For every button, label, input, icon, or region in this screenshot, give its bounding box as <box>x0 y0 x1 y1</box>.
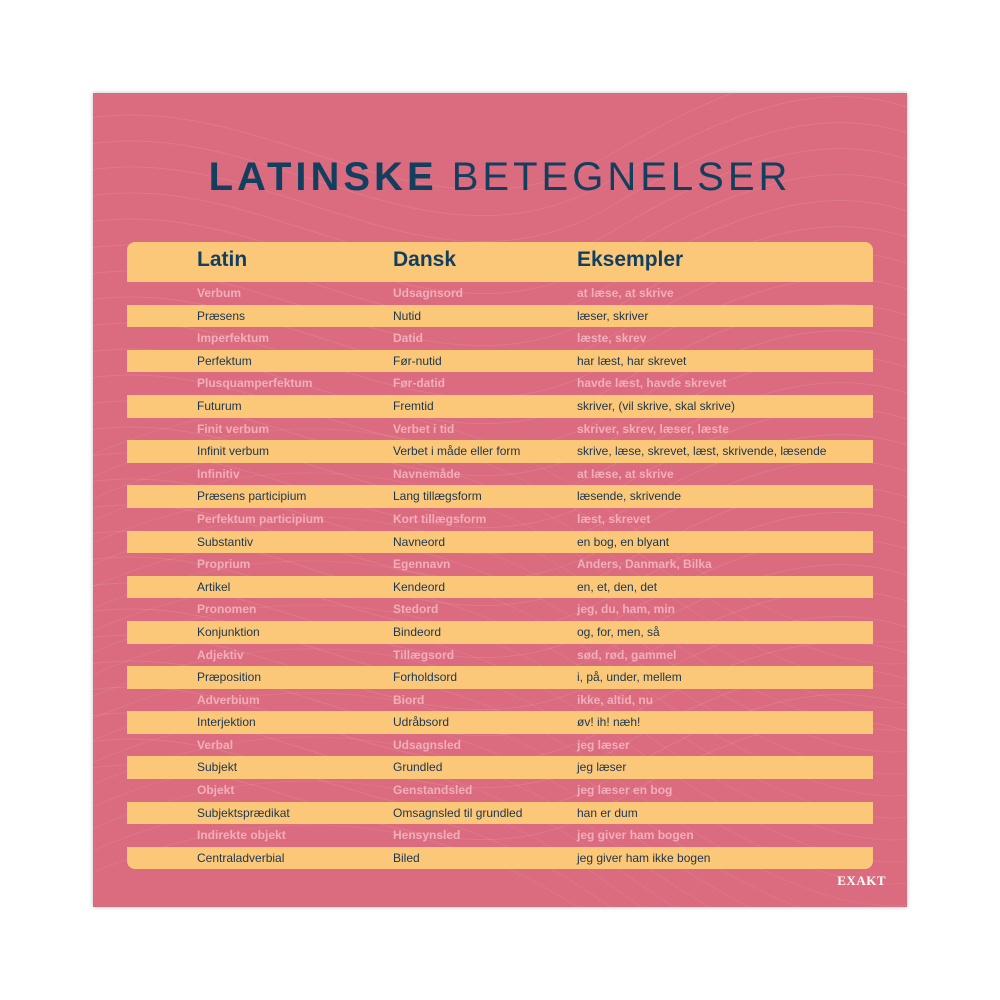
cell-dansk: Lang tillægsform <box>393 489 482 504</box>
cell-dansk: Hensynsled <box>393 828 461 843</box>
cell-eksempler: skrive, læse, skrevet, læst, skrivende, læsende <box>577 444 827 459</box>
cell-latin: Proprium <box>197 557 251 572</box>
cell-dansk: Verbet i tid <box>393 421 455 436</box>
cell-latin: Plusquamperfektum <box>197 376 313 391</box>
cell-eksempler: jeg læser <box>577 737 630 752</box>
cell-latin: Artikel <box>197 579 231 594</box>
table-row <box>127 576 873 599</box>
title-light: BETEGNELSER <box>451 155 792 199</box>
cell-eksempler: Anders, Danmark, Bilka <box>577 557 712 572</box>
table-row <box>127 756 873 779</box>
cell-dansk: Før-datid <box>393 376 445 391</box>
cell-latin: Subjektsprædikat <box>197 805 290 820</box>
page-title <box>93 155 907 200</box>
cell-dansk: Bindeord <box>393 624 442 639</box>
cell-dansk: Biled <box>393 850 420 865</box>
cell-latin: Infinitiv <box>197 466 240 481</box>
table-header <box>127 242 873 282</box>
cell-latin: Perfektum participium <box>197 511 324 526</box>
cell-dansk: Omsagnsled til grundled <box>393 805 523 820</box>
cell-dansk: Udsagnsled <box>393 737 462 752</box>
cell-dansk: Kort tillægsform <box>393 511 487 526</box>
cell-eksempler: jeg giver ham bogen <box>577 828 694 843</box>
table-row <box>127 598 873 621</box>
cell-eksempler: i, på, under, mellem <box>577 670 682 685</box>
cell-dansk: Nutid <box>393 308 422 323</box>
table-row <box>127 621 873 644</box>
cell-latin: Subjekt <box>197 760 238 775</box>
cell-latin: Verbum <box>197 286 242 300</box>
cell-dansk: Grundled <box>393 760 443 775</box>
cell-latin: Verbal <box>197 737 234 752</box>
table-row <box>127 734 873 757</box>
cell-dansk: Navneord <box>393 534 446 549</box>
exakt-logo: EXAKT <box>837 873 886 888</box>
cell-dansk: Genstandsled <box>393 783 473 798</box>
cell-latin: Objekt <box>197 783 235 798</box>
cell-eksempler: en bog, en blyant <box>577 534 670 549</box>
cell-eksempler: læser, skriver <box>577 308 649 323</box>
table-row <box>127 485 873 508</box>
cell-eksempler: at læse, at skrive <box>577 466 674 481</box>
cell-dansk: Stedord <box>393 602 439 617</box>
column-header-latin: Latin <box>197 248 248 271</box>
cell-latin: Præsens <box>197 308 246 323</box>
cell-dansk: Udsagnsord <box>393 286 464 300</box>
cell-eksempler: har læst, har skrevet <box>577 353 687 368</box>
table-row <box>127 282 873 305</box>
cell-dansk: Fremtid <box>393 398 434 413</box>
table-row <box>127 531 873 554</box>
cell-eksempler: skriver, skrev, læser, læste <box>577 421 729 436</box>
cell-dansk: Egennavn <box>393 557 451 572</box>
cell-latin: Interjektion <box>197 715 256 730</box>
cell-eksempler: øv! ih! næh! <box>577 715 641 730</box>
cell-latin: Præposition <box>197 670 262 685</box>
cell-eksempler: havde læst, havde skrevet <box>577 376 727 391</box>
table-row <box>127 463 873 486</box>
cell-dansk: Navnemåde <box>393 466 461 481</box>
table-row <box>127 305 873 328</box>
cell-dansk: Forholdsord <box>393 670 458 685</box>
cell-eksempler: sød, rød, gammel <box>577 647 677 662</box>
table-row <box>127 711 873 734</box>
poster <box>93 93 907 907</box>
cell-eksempler: jeg læser en bog <box>577 783 673 798</box>
cell-eksempler: han er dum <box>577 805 638 820</box>
cell-dansk: Før-nutid <box>393 353 442 368</box>
column-header-eksempler: Eksempler <box>577 248 684 271</box>
table-row <box>127 508 873 531</box>
cell-latin: Imperfektum <box>197 331 270 346</box>
cell-latin: Pronomen <box>197 602 257 617</box>
cell-dansk: Datid <box>393 331 423 346</box>
table-row <box>127 644 873 667</box>
cell-latin: Infinit verbum <box>197 444 270 459</box>
cell-latin: Konjunktion <box>197 624 260 639</box>
cell-eksempler: læste, skrev <box>577 331 647 346</box>
table-row <box>127 327 873 350</box>
cell-latin: Indirekte objekt <box>197 828 286 843</box>
table-row <box>127 418 873 441</box>
cell-eksempler: skriver, (vil skrive, skal skrive) <box>577 398 736 413</box>
terms-table <box>127 242 873 869</box>
cell-eksempler: og, for, men, så <box>577 624 660 639</box>
cell-latin: Præsens participium <box>197 489 307 504</box>
table-row <box>127 689 873 712</box>
cell-dansk: Udråbsord <box>393 715 450 730</box>
cell-eksempler: ikke, altid, nu <box>577 692 654 707</box>
cell-dansk: Biord <box>393 692 425 707</box>
cell-eksempler: jeg læser <box>577 760 627 775</box>
cell-latin: Perfektum <box>197 353 252 368</box>
table-row <box>127 824 873 847</box>
cell-eksempler: jeg giver ham ikke bogen <box>577 850 711 865</box>
cell-latin: Adverbium <box>197 692 260 707</box>
cell-eksempler: læst, skrevet <box>577 511 651 526</box>
cell-dansk: Tillægsord <box>393 647 455 662</box>
table-row <box>127 802 873 825</box>
title-bold: LATINSKE <box>208 155 438 199</box>
cell-latin: Centraladverbial <box>197 850 285 865</box>
column-header-dansk: Dansk <box>393 248 457 271</box>
cell-dansk: Verbet i måde eller form <box>393 444 521 459</box>
table-row <box>127 779 873 802</box>
table-row <box>127 440 873 463</box>
cell-latin: Futurum <box>197 398 242 413</box>
table-row <box>127 847 873 870</box>
table-row <box>127 350 873 373</box>
table-row <box>127 553 873 576</box>
cell-eksempler: jeg, du, ham, min <box>577 602 676 617</box>
cell-latin: Substantiv <box>197 534 254 549</box>
table-row <box>127 372 873 395</box>
cell-eksempler: en, et, den, det <box>577 579 658 594</box>
cell-dansk: Kendeord <box>393 579 446 594</box>
cell-eksempler: læsende, skrivende <box>577 489 682 504</box>
cell-latin: Finit verbum <box>197 421 270 436</box>
table-row <box>127 666 873 689</box>
cell-latin: Adjektiv <box>197 647 244 662</box>
table-row <box>127 395 873 418</box>
cell-eksempler: at læse, at skrive <box>577 286 674 300</box>
